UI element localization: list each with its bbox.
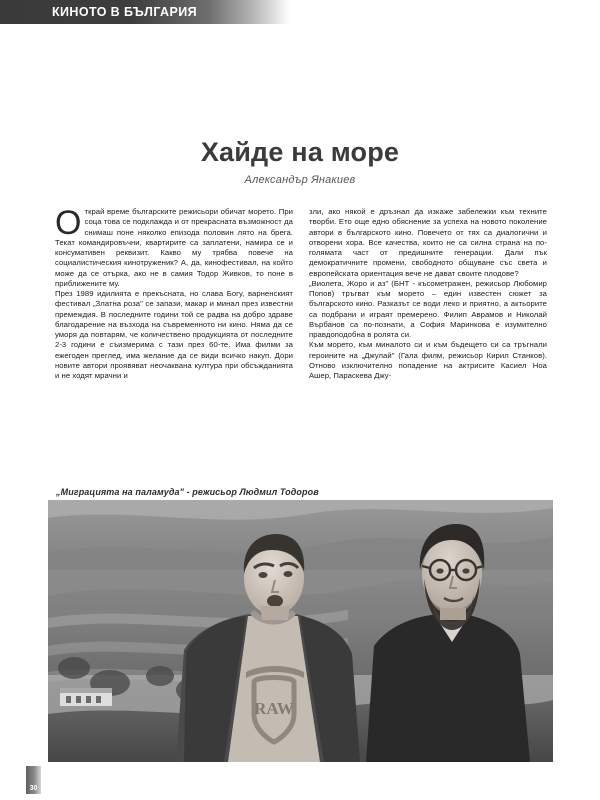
page-title: Хайде на море — [200, 137, 400, 167]
photo-caption: „Миграцията на паламуда" - режисьор Людмил Тодоров — [56, 487, 319, 497]
article-body — [55, 204, 547, 381]
article-photo — [48, 500, 553, 762]
section-banner-label: КИНОТО В БЪЛГАРИЯ — [52, 5, 197, 19]
paragraph: зли, ако някой е дръзнал да изкаже забележки към техните творби. Ето още едно обяснение за успеха на новото поколение автори в българското кино. Повечето от тях са диалогични и отворени хора. Все качества, които не са силна страна на по-голямата част от предишните генерации. Дали пък демократичните промени, свободното общуване със света и европейската ориентация вече не дават своите плодове? — [309, 207, 547, 278]
article-byline: Александър Янакиев — [244, 173, 356, 186]
paragraph — [55, 204, 293, 289]
article-header — [0, 138, 600, 186]
article-column-right — [309, 207, 547, 381]
section-banner — [0, 0, 290, 24]
page-number-tab — [26, 766, 41, 794]
paragraph: Към морето, към миналото си и към бъдещето си са тръгнали героините на „Джулай" (Гала филм, режисьор Кирил Станков). Отново изключително попадение на актрисите Касиел Ноа Ашер, Параскева Джу- — [309, 340, 547, 380]
drop-cap: О — [55, 204, 82, 242]
article-column-left — [55, 204, 293, 381]
tshirt-logo-text: RAW — [254, 699, 294, 718]
paragraph-text: ткрай време българските режисьори обичат морето. При соца това се подклажда и от прекрасната възможност да снимаш поне няколко епизода половин лято на брега. Текат командировъчни, квартирите са заплатени, намира се и консумативен реквизит. Какво му трябва повече на социалистическия кинотруженик? А, да, кинофестивал, на който може да се отърка, ако не в самия Тодор Живков, то поне в приближените му. — [55, 207, 293, 288]
article-photo-image — [48, 500, 553, 762]
paragraph: „Виолета, Жоро и аз" (БНТ - късометражен, режисьор Любомир Попов) тръгват към морето – един известен сюжет за българското кино. Разказът се води леко и приятно, а актьорите са подбрани и играят премерено. Филип Аврамов и Николай Върбанов са по-познати, а София Маринкова е изумително правдоподобна в ролята си. — [309, 278, 547, 339]
paragraph: През 1989 идилията е прекъсната, но слава Богу, варненският фестивал „Златна роза" се запази, макар и минал през известни премеждия. В последните години той се радва на добро здраве благодарение на възхода на съвременното ни кино. Няма да се уморя да повтарям, че количествено продукцията от последните 2-3 години е съизмерима с тази през 60-те. Има филми за ежегоден преглед, има желание да се види всичко накуп. Дори новите автори проявяват неочаквана култура при обсъжданията и не ходят мрачни и — [55, 289, 293, 380]
page-number: 30 — [29, 785, 38, 792]
